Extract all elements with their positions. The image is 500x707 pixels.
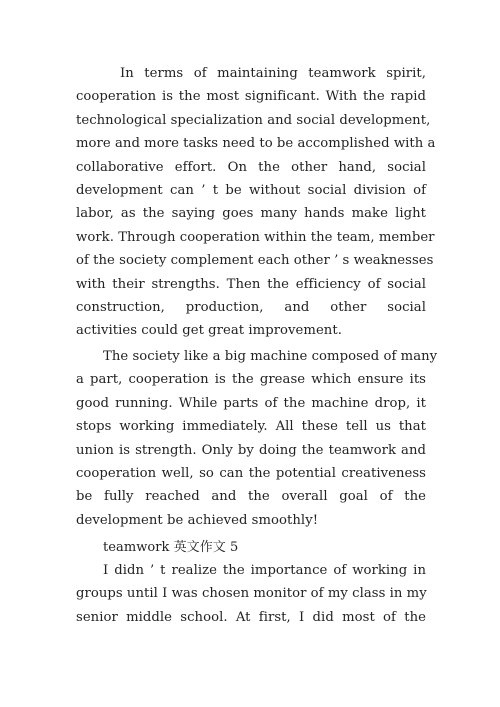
text-line: In terms of maintaining teamwork spirit, <box>120 66 426 81</box>
text-line: a part, cooperation is the grease which ensure its <box>76 372 426 388</box>
text-line: collaborative effort. On the other hand, social <box>76 159 426 175</box>
text-line: more and more tasks need to be accomplished with a <box>76 136 436 152</box>
text-line: senior middle school. At first, I did most of the <box>76 609 426 625</box>
text-line: be fully reached and the overall goal of the <box>76 489 426 505</box>
text-line: cooperation is the most significant. With the rapid <box>76 89 426 105</box>
paragraph-1 <box>76 62 436 343</box>
text-line: activities could get great improvement. <box>76 323 342 339</box>
text-line: construction, production, and other social <box>76 299 426 315</box>
text-line: I didn ’ t realize the importance of working in <box>103 563 426 578</box>
text-line: groups until I was chosen monitor of my class in my <box>76 586 427 602</box>
text-line: development can ’ t be without social division of <box>76 182 426 198</box>
text-line: with their strengths. Then the efficiency of social <box>76 276 426 292</box>
section-heading <box>76 536 426 559</box>
text-line: union is strength. Only by doing the teamwork and <box>76 442 426 458</box>
text-line: of the society complement each other ’ s weaknesses <box>76 253 434 269</box>
text-line: technological specialization and social development, <box>76 112 431 128</box>
text-line: work. Through cooperation within the team, member <box>76 229 435 245</box>
text-line: development be achieved smoothly! <box>76 512 319 528</box>
text-line: stops working immediately. All these tell us that <box>76 419 426 435</box>
heading-text: teamwork 英文作文 5 <box>103 540 239 555</box>
text-line: labor, as the saying goes many hands make light <box>76 206 426 222</box>
text-line: The society like a big machine composed of many <box>103 349 438 364</box>
paragraph-3 <box>76 559 426 629</box>
text-line: cooperation well, so can the potential creativeness <box>76 465 426 481</box>
text-line: good running. While parts of the machine drop, it <box>76 395 426 411</box>
paragraph-2 <box>76 345 438 532</box>
